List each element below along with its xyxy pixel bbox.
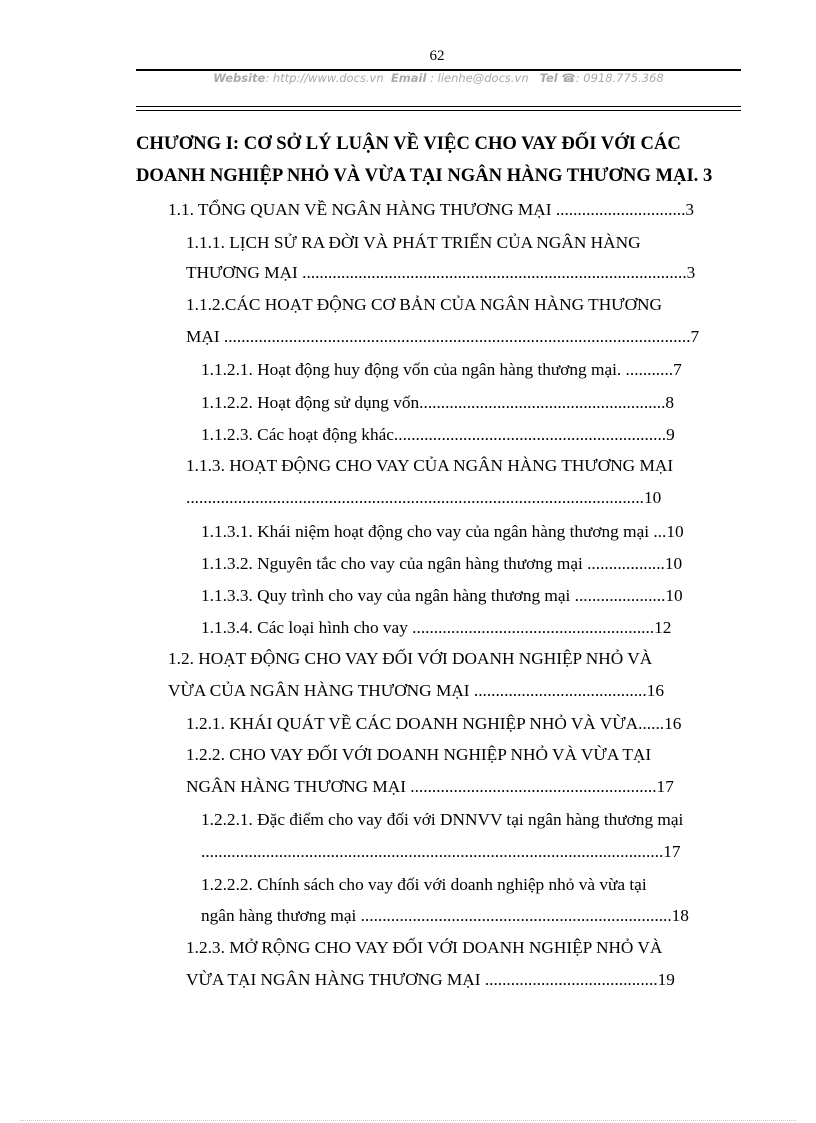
toc-entry-1-1-1-a: 1.1.1. LỊCH SỬ RA ĐỜI VÀ PHÁT TRIỂN CỦA NGÂN HÀNG [186,233,641,252]
toc-entry-1-1-2-b: MẠI ............................................................................................................7 [186,327,700,346]
website-value: : http://www.docs.vn [265,71,384,85]
website-label: Website [213,71,266,85]
toc-entry-1-2-2-a: 1.2.2. CHO VAY ĐỐI VỚI DOANH NGHIỆP NHỎ VÀ VỪA TẠI [186,745,652,764]
toc-entry-1-1-1-b: THƯƠNG MẠI .........................................................................................3 [186,263,696,282]
toc-entry-1-2-2-1-a: 1.2.2.1. Đặc điểm cho vay đối với DNNVV tại ngân hàng thương mại [201,810,684,829]
toc-entry-1-1: 1.1. TỔNG QUAN VỀ NGÂN HÀNG THƯƠNG MẠI ..............................3 [168,200,695,219]
website-contact-line [136,71,741,85]
email-label: Email [390,71,427,85]
toc-entry-1-2-a: 1.2. HOẠT ĐỘNG CHO VAY ĐỐI VỚI DOANH NGHIỆP NHỎ VÀ [168,649,653,668]
page-bottom-edge [20,1120,796,1121]
toc-entry-1-1-3-a: 1.1.3. HOẠT ĐỘNG CHO VAY CỦA NGÂN HÀNG THƯƠNG MẠI [186,456,674,475]
header-rule-double-top [136,106,741,107]
toc-chapter-line-2: DOANH NGHIỆP NHỎ VÀ VỪA TẠI NGÂN HÀNG THƯƠNG MẠI. 3 [136,165,713,186]
toc-entry-1-1-3-2: 1.1.3.2. Nguyên tắc cho vay của ngân hàng thương mại ..................10 [201,554,683,573]
toc-entry-1-2-1: 1.2.1. KHÁI QUÁT VỀ CÁC DOANH NGHIỆP NHỎ VÀ VỪA......16 [186,714,682,733]
tel-label: Tel [539,71,558,85]
toc-entry-1-1-2-2: 1.1.2.2. Hoạt động sử dụng vốn.........................................................8 [201,393,675,412]
toc-entry-1-2-2-1-b: ...........................................................................................................17 [201,842,681,861]
header-rule-double-bottom [136,110,741,111]
toc-entry-1-1-3-1: 1.1.3.1. Khái niệm hoạt động cho vay của ngân hàng thương mại ...10 [201,522,684,541]
page-number: 62 [429,48,445,64]
phone-icon: ☎ [561,71,576,85]
toc-entry-1-1-2-1: 1.1.2.1. Hoạt động huy động vốn của ngân hàng thương mại. ...........7 [201,360,682,379]
toc-entry-1-2-2-b: NGÂN HÀNG THƯƠNG MẠI .........................................................17 [186,777,674,796]
toc-entry-1-2-2-2-b: ngân hàng thương mại ........................................................................18 [201,906,689,925]
toc-entry-1-1-3-4: 1.1.3.4. Các loại hình cho vay ........................................................12 [201,618,672,637]
toc-entry-1-1-2-3: 1.1.2.3. Các hoạt động khác...............................................................9 [201,425,675,444]
email-value: : lienhe@docs.vn [430,71,529,85]
toc-entry-1-2-3-b: VỪA TẠI NGÂN HÀNG THƯƠNG MẠI ........................................19 [186,970,675,989]
toc-entry-1-2-2-2-a: 1.2.2.2. Chính sách cho vay đối với doanh nghiệp nhỏ và vừa tại [201,875,647,894]
tel-value: : 0918.775.368 [575,71,664,85]
toc-entry-1-1-3-b: ..........................................................................................................10 [186,488,662,507]
toc-chapter-line-1: CHƯƠNG I: CƠ SỞ LÝ LUẬN VỀ VIỆC CHO VAY ĐỐI VỚI CÁC [136,133,681,154]
toc-entry-1-2-3-a: 1.2.3. MỞ RỘNG CHO VAY ĐỐI VỚI DOANH NGHIỆP NHỎ VÀ [186,938,663,957]
toc-entry-1-2-b: VỪA CỦA NGÂN HÀNG THƯƠNG MẠI ........................................16 [168,681,664,700]
toc-entry-1-1-3-3: 1.1.3.3. Quy trình cho vay của ngân hàng thương mại .....................10 [201,586,683,605]
toc-entry-1-1-2-a: 1.1.2.CÁC HOẠT ĐỘNG CƠ BẢN CỦA NGÂN HÀNG THƯƠNG [186,295,663,314]
